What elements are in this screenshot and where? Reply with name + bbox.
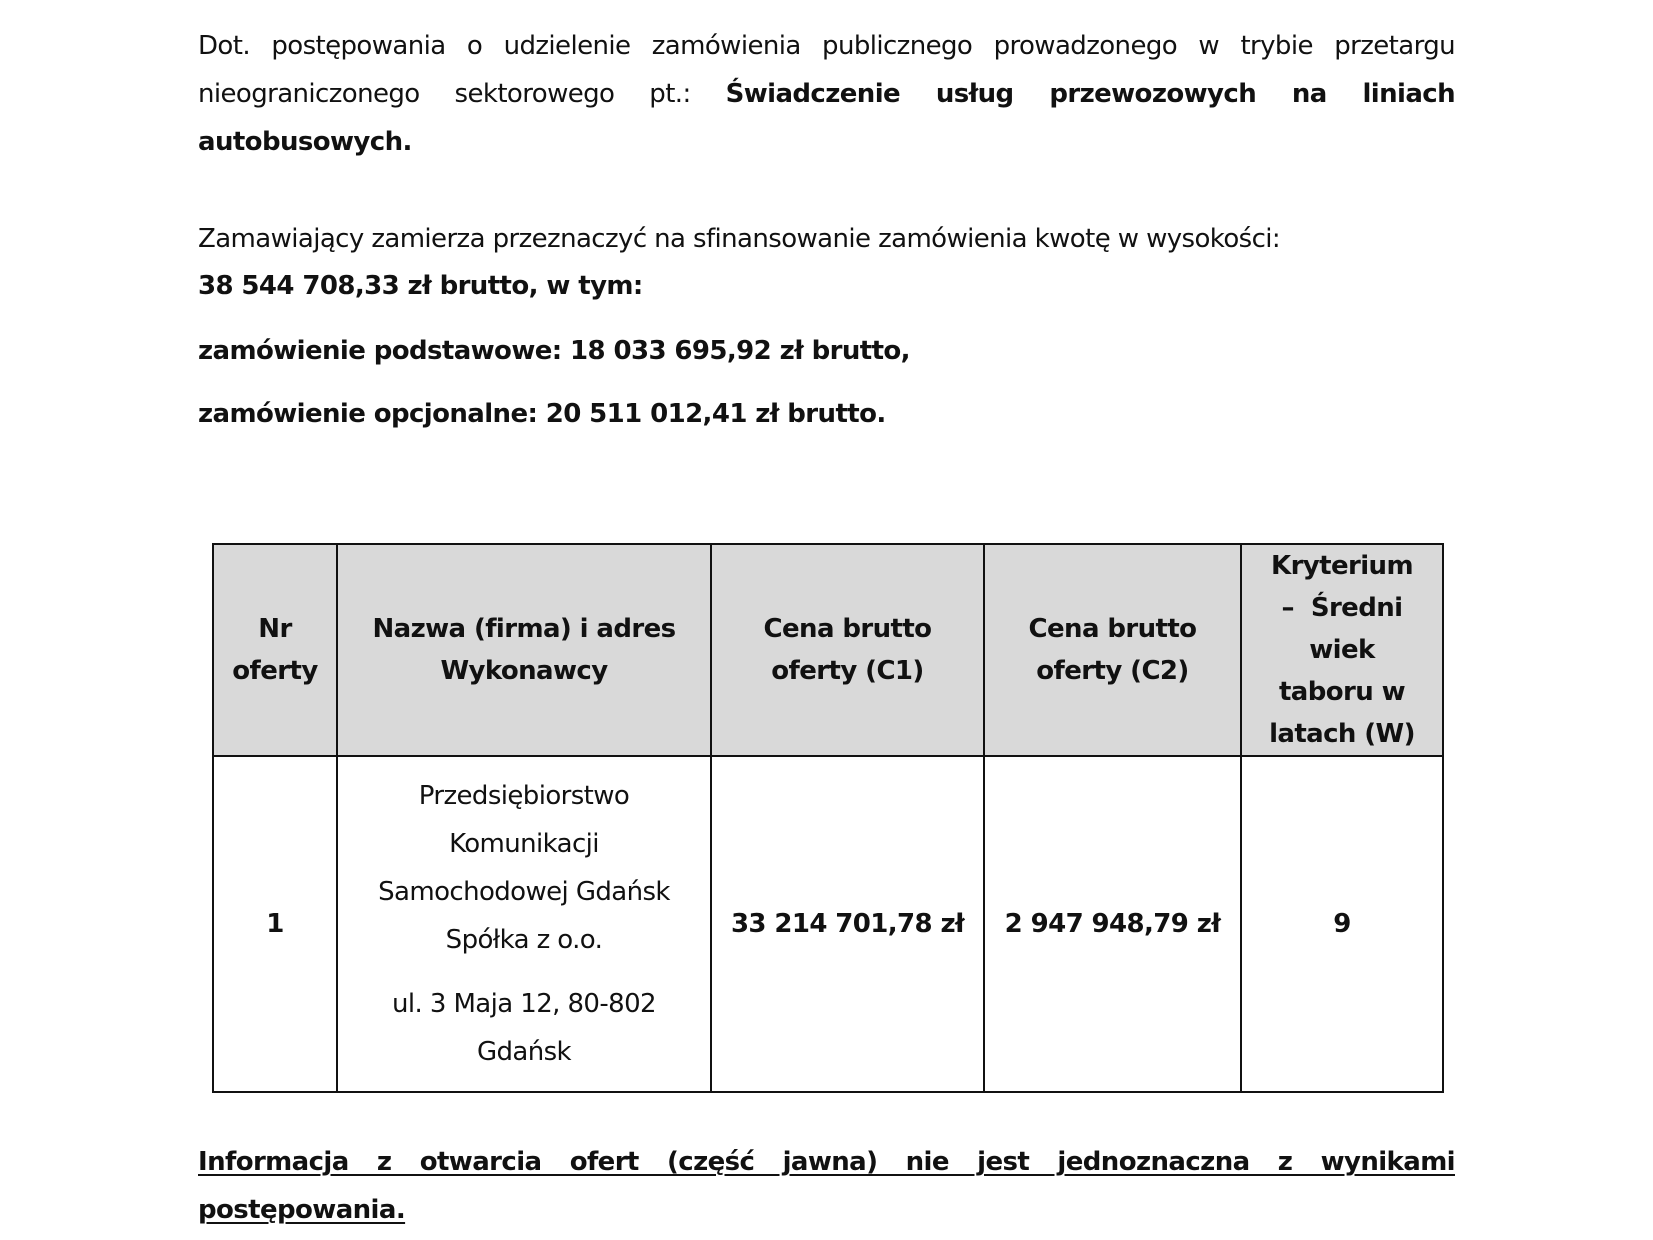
- offers-table: [212, 543, 1444, 1093]
- budget-total: 38 544 708,33 zł brutto, w tym:: [198, 271, 643, 301]
- budget-basic: zamówienie podstawowe: 18 033 695,92 zł brutto,: [198, 336, 910, 366]
- header-cena-c2: Cena brutto oferty (C2): [984, 544, 1241, 756]
- cell-price-c1: 33 214 701,78 zł: [711, 756, 984, 1092]
- header-nazwa-wykonawcy: Nazwa (firma) i adres Wykonawcy: [337, 544, 711, 756]
- intro-paragraph: [198, 22, 1455, 166]
- cell-contractor: [337, 756, 711, 1092]
- cell-price-c2: 2 947 948,79 zł: [984, 756, 1241, 1092]
- table-header-row: [213, 544, 1443, 756]
- header-nr-oferty: Nr oferty: [213, 544, 337, 756]
- intro-text: Dot. postępowania o udzielenie zamówienia publicznego prowadzonego w trybie przetargu nieograniczonego sektorowego pt.:: [198, 31, 1455, 109]
- notice-underlined: Informacja z otwarcia ofert (część jawna) nie jest jednoznaczna z wynikami postępowania.: [198, 1147, 1455, 1225]
- header-cena-c1: Cena brutto oferty (C1): [711, 544, 984, 756]
- budget-optional: zamówienie opcjonalne: 20 511 012,41 zł brutto.: [198, 399, 886, 429]
- cell-fleet-age: 9: [1241, 756, 1443, 1092]
- contractor-name: Przedsiębiorstwo Komunikacji Samochodowej Gdańsk Spółka z o.o.: [378, 781, 670, 955]
- contractor-address: ul. 3 Maja 12, 80-802 Gdańsk: [392, 989, 656, 1067]
- procurement-title: Świadczenie usług przewozowych na liniach autobusowych.: [198, 79, 1455, 157]
- cell-nr: 1: [213, 756, 337, 1092]
- table-row: [213, 756, 1443, 1092]
- header-kryterium-w: Kryterium – Średni wiek taboru w latach (W): [1241, 544, 1443, 756]
- budget-intro: Zamawiający zamierza przeznaczyć na sfinansowanie zamówienia kwotę w wysokości:: [198, 224, 1281, 254]
